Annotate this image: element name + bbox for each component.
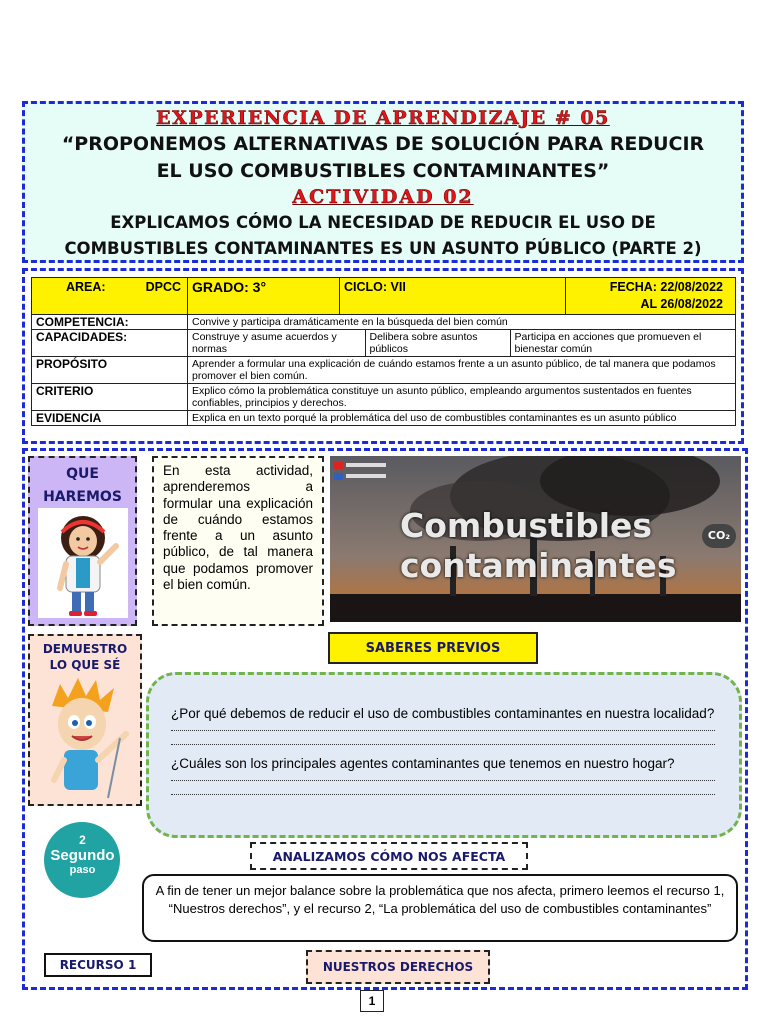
paso-number: 2	[79, 833, 86, 847]
recurso-label: RECURSO 1	[44, 953, 152, 977]
que-haremos-label	[30, 463, 135, 509]
demuestro-label	[30, 641, 140, 673]
area-label: AREA:	[66, 280, 106, 294]
demuestro-label-line-2: LO QUE SÉ	[49, 658, 121, 672]
que-haremos-text: En esta actividad, aprenderemos a formular una explicación de cuándo estamos frente a un asunto público, de tal manera que podamos promover el bien común.	[152, 456, 324, 626]
answer-line-4[interactable]	[171, 781, 715, 795]
proposito-value: Aprender a formular una explicación de cuándo estamos frente a un asunto público, de tal manera que podamos promover el bien común.	[188, 357, 736, 384]
evidencia-label: EVIDENCIA	[32, 411, 188, 426]
fecha-cell	[566, 278, 736, 315]
area-value: DPCC	[145, 280, 181, 294]
photo-title-line-2: contaminantes	[400, 546, 677, 585]
demuestro-label-line-1: DEMUESTRO	[42, 642, 128, 656]
que-haremos-label-line-1: QUE	[66, 466, 99, 482]
paso-text	[30, 833, 135, 876]
table-row-competencia	[32, 315, 736, 330]
capacidad-1: Construye y asume acuerdos y normas	[188, 330, 365, 356]
answer-line-1[interactable]	[171, 722, 715, 731]
criterio-label: CRITERIO	[32, 384, 188, 411]
paso-word-1: Segundo	[50, 847, 115, 864]
competencia-value: Convive y participa dramáticamente en la búsqueda del bien común	[188, 315, 736, 330]
answer-line-2[interactable]	[171, 731, 715, 745]
segundo-paso-badge	[30, 814, 135, 906]
question-1: ¿Por qué debemos de reducir el uso de combustibles contaminantes en nuestra localidad?	[171, 706, 715, 721]
combustibles-photo	[330, 456, 741, 622]
activity-title: ACTIVIDAD 02	[292, 186, 474, 208]
competencia-label: COMPETENCIA:	[32, 315, 188, 330]
page-number: 1	[360, 990, 384, 1012]
co2-badge: CO₂	[702, 524, 736, 548]
analizamos-title: ANALIZAMOS CÓMO NOS AFECTA	[250, 842, 528, 870]
paso-word-2: paso	[69, 864, 96, 876]
area-cell	[32, 278, 188, 315]
question-2: ¿Cuáles son los principales agentes contaminantes que tenemos en nuestro hogar?	[171, 756, 675, 771]
photo-title-line-1: Combustibles	[400, 506, 653, 545]
capacidad-3: Participa en acciones que promueven el bienestar común	[514, 331, 702, 355]
main-title-line-2: EL USO COMBUSTIBLES CONTAMINANTES”	[156, 160, 610, 182]
info-table-block	[22, 268, 744, 444]
que-haremos-label-line-2: HAREMOS	[43, 489, 122, 505]
experience-title: EXPERIENCIA DE APRENDIZAJE # 05	[156, 107, 610, 129]
activity-subtitle	[25, 210, 741, 262]
criterio-value: Explico cómo la problemática constituye un asunto público, empleando argumentos sustentados en fuentes confiables, principios y derechos.	[188, 384, 736, 411]
fecha-line-1: FECHA: 22/08/2022	[609, 280, 723, 294]
saberes-questions-box	[146, 672, 742, 838]
analizamos-intro: A fin de tener un mejor balance sobre la problemática que nos afecta, primero leemos el recurso 1, “Nuestros derechos”, y el recurso 2, “La problemática del uso de combustibles contaminantes”	[142, 874, 738, 942]
capacidades-label: CAPACIDADES:	[32, 330, 188, 357]
table-row-proposito	[32, 357, 736, 384]
evidencia-value: Explica en un texto porqué la problemática del uso de combustibles contaminantes es un asunto público	[188, 411, 736, 426]
main-title	[25, 131, 741, 185]
subtitle-line-2: COMBUSTIBLES CONTAMINANTES ES UN ASUNTO PÚBLICO (PARTE 2)	[64, 239, 702, 258]
nuestros-derechos-title: NUESTROS DERECHOS	[306, 950, 490, 984]
photo-title	[400, 506, 677, 586]
demuestro-panel	[28, 634, 142, 806]
proposito-label: PROPÓSITO	[32, 357, 188, 384]
answer-line-3[interactable]	[171, 772, 715, 781]
table-row-header	[32, 278, 736, 315]
info-table	[31, 277, 736, 426]
que-haremos-panel	[28, 456, 137, 626]
girl-illustration	[38, 508, 128, 618]
ciclo-cell: CICLO: VII	[340, 278, 566, 315]
capacidad-2: Delibera sobre asuntos públicos	[365, 330, 510, 356]
table-row-evidencia	[32, 411, 736, 426]
fecha-line-2: AL 26/08/2022	[640, 297, 723, 311]
main-title-line-1: “PROPONEMOS ALTERNATIVAS DE SOLUCIÓN PARA REDUCIR	[61, 133, 705, 155]
grado-cell: GRADO: 3°	[188, 278, 340, 315]
saberes-previos-title: SABERES PREVIOS	[328, 632, 538, 664]
table-row-criterio	[32, 384, 736, 411]
capacidades-cell	[188, 330, 736, 357]
subtitle-line-1: EXPLICAMOS CÓMO LA NECESIDAD DE REDUCIR EL USO DE	[110, 213, 656, 232]
header-block	[22, 101, 744, 263]
boy-illustration	[38, 676, 130, 800]
table-row-capacidades	[32, 330, 736, 357]
